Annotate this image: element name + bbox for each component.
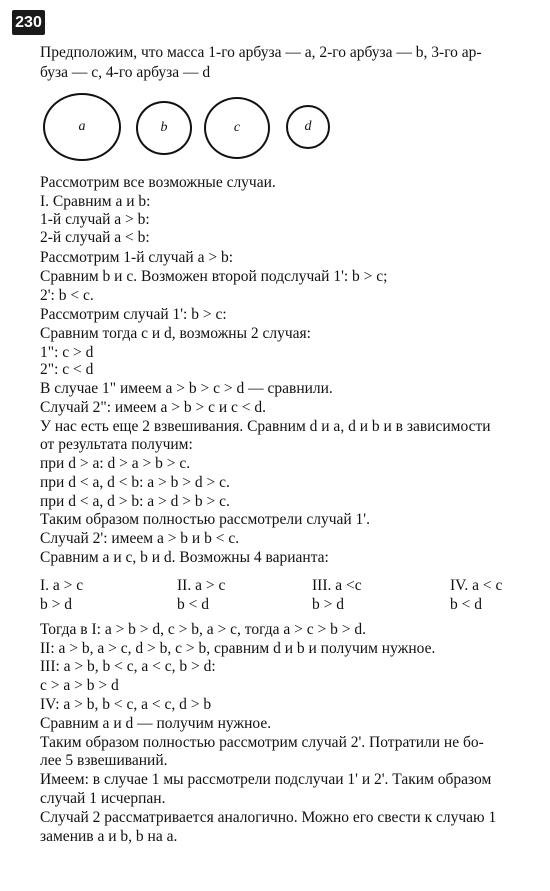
variant-3-top: III. a <c (312, 577, 362, 594)
text-line: Рассмотрим все возможные случаи. (40, 174, 276, 191)
text-line: III: a > b, b < c, a < c, b > d: (40, 658, 216, 675)
text-line: II: a > b, a > c, d > b, c > b, сравним d и b и получим нужное. (40, 640, 436, 657)
variant-2-top: II. a > c (177, 577, 226, 594)
variants-table (40, 577, 520, 617)
text-line: при d > a: d > a > b > c. (40, 455, 191, 472)
text-line: В случае 1" имеем a > b > c > d — сравнили. (40, 380, 333, 397)
text-line: 1-й случай a > b: (40, 211, 150, 228)
text-line: Рассмотрим случай 1': b > c: (40, 306, 227, 323)
text-line: Тогда в I: a > b > d, c > b, a > c, тогда a > c > b > d. (40, 621, 366, 638)
watermelon-circles (40, 91, 340, 166)
circle-a: a (43, 93, 121, 161)
text-line: Сравним b и c. Возможен второй подслучай 1': b > c; (40, 268, 388, 285)
text-line: от результата получим: (40, 436, 193, 453)
variant-1-bottom: b > d (40, 596, 72, 613)
text-line: лее 5 взвешиваний. (40, 752, 168, 769)
text-line: Таким образом полностью рассмотрим случай 2'. Потратили не бо- (40, 734, 484, 751)
text-line: Сравним a и c, b и d. Возможны 4 варианта: (40, 549, 329, 566)
text-line: Таким образом полностью рассмотрели случай 1'. (40, 511, 370, 528)
text-line: Сравним тогда c и d, возможны 2 случая: (40, 325, 311, 342)
problem-number-badge: 230 (12, 10, 45, 35)
text-line: при d < a, d > b: a > d > b > c. (40, 493, 230, 510)
text-line: I. Сравним a и b: (40, 193, 151, 210)
text-line: заменив a и b, b на a. (40, 828, 178, 845)
text-line: 2': b < c. (40, 287, 94, 304)
variant-3-bottom: b > d (312, 596, 344, 613)
text-line: Случай 2 рассматривается аналогично. Можно его свести к случаю 1 (40, 809, 497, 826)
variant-4-bottom: b < d (450, 596, 482, 613)
text-line: 2-й случай a < b: (40, 229, 150, 246)
circle-d: d (286, 105, 330, 149)
text-line: Имеем: в случае 1 мы рассмотрели подслучаи 1' и 2'. Таким образом (40, 771, 492, 788)
intro-line-2: буза — c, 4-го арбуза — d (40, 64, 211, 81)
variant-1-top: I. a > c (40, 577, 84, 594)
text-line: при d < a, d < b: a > b > d > c. (40, 474, 230, 491)
text-line: 1": c > d (40, 344, 94, 361)
text-line: Случай 2": имеем a > b > c и c < d. (40, 399, 267, 416)
circle-c: c (204, 97, 270, 159)
text-line: Случай 2': имеем a > b и b < c. (40, 530, 240, 547)
text-line: Рассмотрим 1-й случай a > b: (40, 249, 234, 266)
text-line: c > a > b > d (40, 677, 119, 694)
intro-line-1: Предположим, что масса 1-го арбуза — a, 2-го арбуза — b, 3-го ар- (40, 44, 482, 61)
text-line: IV: a > b, b < c, a < c, d > b (40, 696, 212, 713)
text-line: У нас есть еще 2 взвешивания. Сравним d и a, d и b и в зависимости (40, 418, 491, 435)
text-line: 2": c < d (40, 361, 94, 378)
circle-b: b (136, 101, 192, 155)
text-line: случай 1 исчерпан. (40, 790, 166, 807)
text-line: Сравним a и d — получим нужное. (40, 715, 272, 732)
variant-2-bottom: b < d (177, 596, 209, 613)
variant-4-top: IV. a < c (450, 577, 503, 594)
